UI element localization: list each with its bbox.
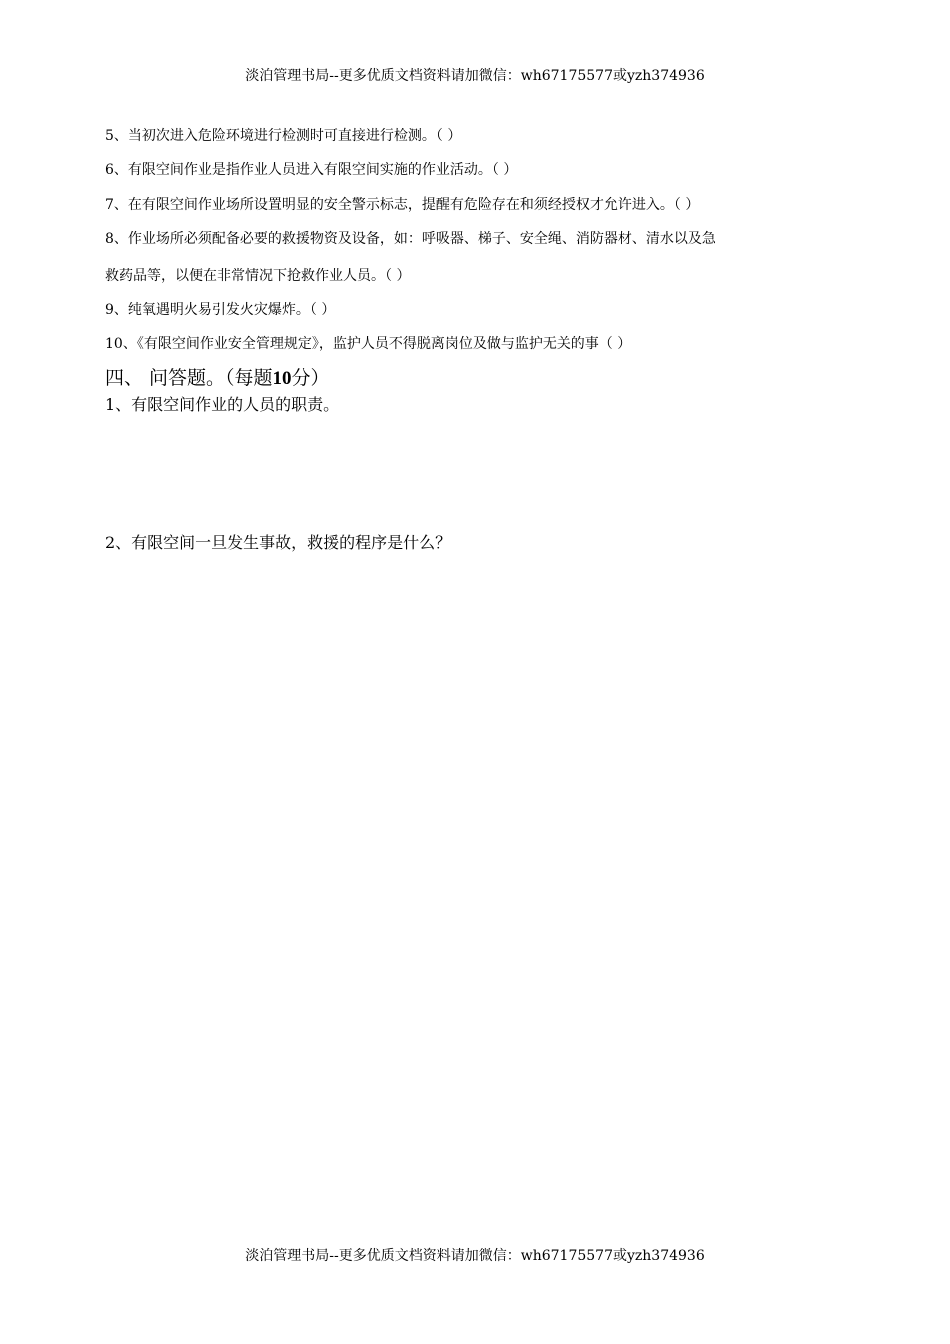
judgement-item-8-line-2: 救药品等，以便在非常情况下抢救作业人员。（ ） xyxy=(105,268,411,284)
page-header: 淡泊管理书局--更多优质文档资料请加微信：wh67175577或yzh374936 xyxy=(245,68,705,84)
judgement-item-9: 9、纯氧遇明火易引发火灾爆炸。（ ） xyxy=(105,302,336,318)
page-footer: 淡泊管理书局--更多优质文档资料请加微信：wh67175577或yzh374936 xyxy=(245,1248,705,1264)
judgement-item-7: 7、在有限空间作业场所设置明显的安全警示标志，提醒有危险存在和须经授权才允许进入。（ ） xyxy=(105,197,700,213)
judgement-item-6: 6、有限空间作业是指作业人员进入有限空间实施的作业活动。（ ） xyxy=(105,162,518,178)
judgement-item-5: 5、当初次进入危险环境进行检测时可直接进行检测。（ ） xyxy=(105,128,462,144)
section-title-qa xyxy=(105,366,330,391)
section-title-points: 10 xyxy=(272,368,292,389)
qa-question-1: 1、有限空间作业的人员的职责。 xyxy=(105,395,340,414)
judgement-item-8-line-1: 8、作业场所必须配备必要的救援物资及设备，如：呼吸器、梯子、安全绳、消防器材、清水以及急 xyxy=(105,231,716,247)
qa-question-2: 2、有限空间一旦发生事故，救援的程序是什么？ xyxy=(105,533,452,552)
section-title-suffix: 分） xyxy=(291,367,330,389)
judgement-item-10: 10、《有限空间作业安全管理规定》，监护人员不得脱离岗位及做与监护无关的事（ ） xyxy=(105,336,632,352)
section-title-prefix: 四、 问答题。（每题 xyxy=(105,367,273,389)
